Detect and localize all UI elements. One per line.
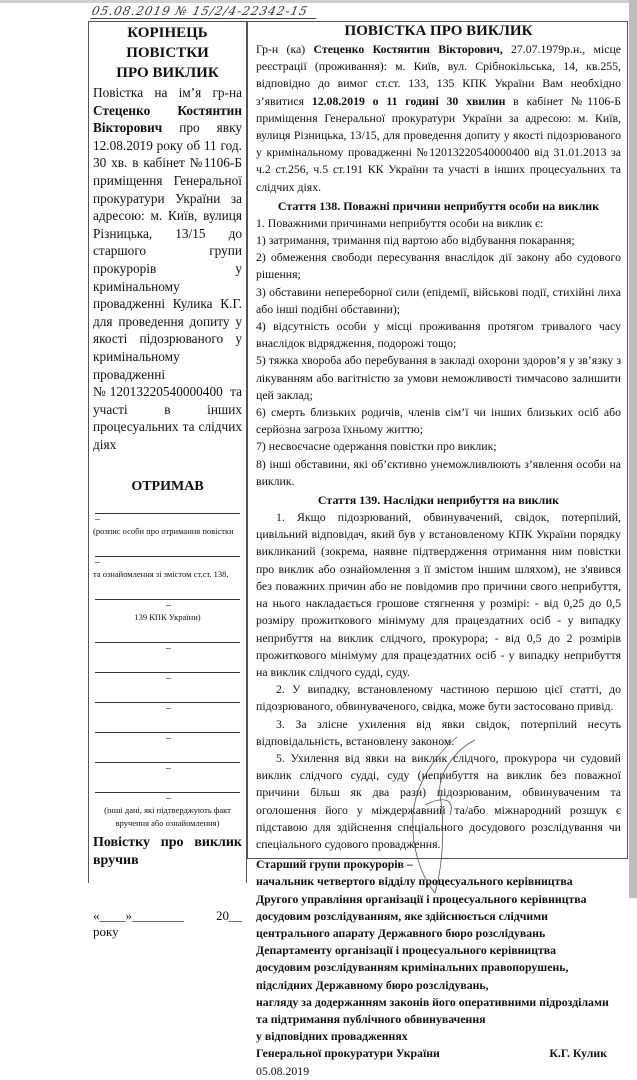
dash: – [166,793,171,805]
article-138-item: 1. Поважними причинами неприбуття особи на виклик є: [256,215,544,230]
article-138-item: 8) інші обставини, які об’єктивно унеможливлюють з’явлення особи на виклик. [256,456,621,488]
stub-title-line: КОРІНЕЦЬ ПОВІСТКИ [126,25,209,61]
stub-text [93,84,242,453]
dash: – [166,643,171,655]
document-date: 05.08.2019 [256,1063,310,1078]
text: 27.07.1979р.н., місце реєстрації (проживання): м. Київ, вул. Срібнокільська, 14, кв.255, відповідно до вимог ст.ст. 133, 135 КПК України Вам необхідно з’явитися [256,42,622,108]
article-138-item: 2) обмеження свободи пересування внаслідок дії закону або судового рішення; [256,250,621,282]
article-138-item: 6) смерть близьких родичів, членів сім’ї чи інших близьких осіб або серйозна загроза їхньому життю; [256,405,621,437]
stub-body: про явку 12.08.2019 року об 11 год. 30 хв. в кабінет №1106-Б приміщення Генеральної прокуратури України за адресою: м. Київ, вулиця Різницька, 13/15 до старшого групи прокурорів у кримінальному провадженні Кулика К.Г. для проведення допиту у якості підозрюваного у кримінальному провадженні №12013220540000400 та участі в інших процесуальних та слідчих діях [93,120,242,452]
summons-main [247,21,628,1078]
scan-edge-right [629,0,637,898]
dash: – [166,733,171,745]
dash: – [166,673,171,685]
summons-stub [88,21,247,940]
appointment-time: 12.08.2019 о 11 годині 30 хвилин [311,93,506,108]
summons-paragraph [256,41,621,196]
handwritten-reference-number: 05.08.2019 № 15/2/4-22342-15 [90,4,310,18]
stub-note: та ознайомлення зі змістом ст.ст. 138, [93,569,229,580]
article-138-item: 3) обставини непереборної сили (епідемії, військові події, стихійні лиха або інші подібні обставини); [256,284,621,316]
person-name: Стеценко Костянтин Вікторович, [313,42,503,56]
handed-over-label: вручив [93,853,139,869]
signatory-row [256,1045,621,1062]
stub-note: (інші дані, які підтверджують факт [104,805,231,816]
article-138-item: 7) несвоєчасне одержання повістки про виклик; [256,439,497,454]
summons-title: ПОВІСТКА ПРО ВИКЛИК [344,23,533,39]
signatory-line: досудовим розслідуванням кримінальних правопорушень, [256,960,569,975]
dash: – [166,703,171,715]
scan-edge-top [0,0,637,3]
signatory-line: та підтримання публічного обвинувачення [256,1011,486,1026]
signatory-org: Генеральної прокуратури України [256,1046,440,1061]
stub-note: (розпис особи про отримання повістки [93,526,234,537]
signatory-line: досудовим розслідуванням, яке здійснюється слідчими [256,908,548,923]
article-139-paragraph: 2. У випадку, встановленому частиною першою цієї статті, до підозрюваного, обвинуваченого, свідка, може бути застосовано привід. [256,682,621,714]
date-day-month-field[interactable]: «____»________ [93,908,184,924]
stub-note: 139 КПК України) [134,612,201,623]
article-139-paragraph: 5. Ухилення від явки на виклик слідчого, прокурора чи судовий виклик слідчого судді, суду (неприбуття на виклик без поважної причини більш як два рази) підозрюваним, обвинуваченим та оголошення його у міждержавний та/або міжнародний розшук є підставою для здійснення спеціального досудового розслідування чи спеціального судового провадження. [256,750,621,851]
article-138-title: Стаття 138. Поважні причини неприбуття особи на виклик [277,198,600,213]
signatory-line: центрального апарату Державного бюро розслідувань [256,925,546,940]
signatory-name: К.Г. Кулик [549,1046,607,1061]
signatory-line: підслідних Державному бюро розслідувань, [256,977,489,992]
received-heading: ОТРИМАВ [131,479,204,495]
dash: – [95,557,100,569]
article-139-paragraph: 3. За злісне ухилення від явки свідок, потерпілий несуть відповідальність, встановлену законом. [256,716,621,748]
signatory-line: Другого управління організації і процесуального керівництва [256,891,587,906]
dash: – [166,763,171,775]
stub-intro: Повістка на ім’я гр-на [93,85,242,100]
stub-note: вручення або ознайомлення) [115,818,220,829]
date-year-field[interactable]: 20__ [216,908,242,924]
handed-date [93,908,242,924]
stub-title-line: ПРО ВИКЛИК [116,65,219,81]
text: Гр-н (ка) [256,42,314,56]
handed-over-label: Повістку про виклик [93,835,242,851]
article-138-item: 1) затримання, тримання під вартою або відбування покарання; [256,233,575,248]
dash: – [166,600,171,612]
stub-title [93,23,242,83]
article-138-list [256,215,621,490]
text: в кабінет №1106-Б приміщення Генеральної прокуратури України за адресою: м. Київ, вулиця Різницька, 13/15, для проведення допиту у якості підозрюваного у кримінальному провадженні №12013220540000400 від 31.01.2013 за ч.2 ст.256, ч.5 ст.191 КК України та участі в інших процесуальних та слідчих діях. [256,93,621,194]
article-139-paragraph: 1. Якщо підозрюваний, обвинувачений, свідок, потерпілий, цивільний відповідач, який був у встановленому КПК України порядку викликаний (зокрема, наявне підтвердження отримання ним повістки про виклик або ознайомлення з її змістом іншим шляхом), не з'явився без поважних причин або не повідомив про причини свого неприбуття, на нього накладається грошове стягнення у розмірі: - від 0,25 до 0,5 розміру прожиткового мінімуму для працездатних осіб - у випадку неприбуття на виклик слідчого, прокурора; - від 0,5 до 2 розмірів прожиткового мінімуму для працездатних осіб - у випадку неприбуття на виклик слідчого судді, суду. [256,510,621,679]
signatory-line: Старший групи прокурорів – [256,857,413,872]
year-label: року [93,924,119,940]
signatory-line: у відповідних провадженнях [256,1029,408,1044]
signatory-line: начальник четвертого відділу процесуального керівництва [256,874,573,889]
signatory-line: Департаменту організації і процесуального керівництва [256,943,557,958]
stub-person-name: Стеценко Костянтин Вікторович [93,102,242,136]
signatory-line: нагляду за додержанням законів його оперативними підрозділами [256,994,609,1009]
article-138-item: 5) тяжка хвороба або перебування в закладі охорони здоров’я у зв’язку з лікуванням або вагітністю за умови неможливості тимчасово залишити цей заклад; [256,353,621,402]
article-139-title: Стаття 139. Наслідки неприбуття на виклик [317,493,560,508]
article-138-item: 4) відсутність особи у місці проживання протягом тривалого часу внаслідок відрядження, подорожі тощо; [256,319,621,351]
dash: – [95,514,100,526]
handwritten-signature [395,735,485,895]
